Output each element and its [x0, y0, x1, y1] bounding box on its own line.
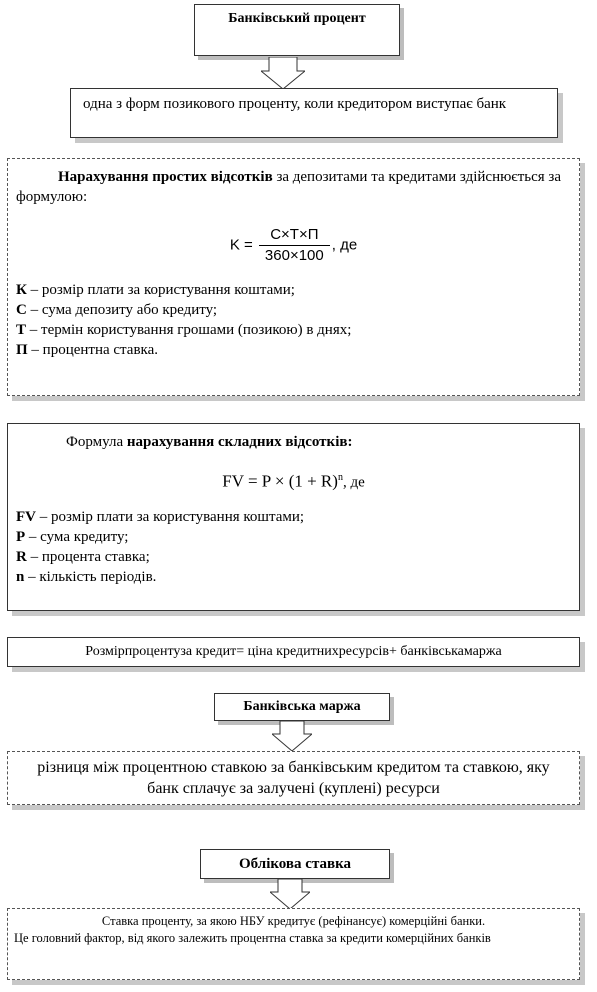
bank-margin-title: Банківська маржа — [214, 693, 390, 721]
simple-interest-legend — [16, 280, 571, 360]
formula-denominator: 360×100 — [264, 247, 324, 264]
compound-interest-formula: FV = $P \times (1 + R)^n$, де — [222, 471, 365, 491]
arrow-down-icon — [272, 721, 312, 751]
discount-rate-title: Облікова ставка — [200, 849, 390, 879]
legend-item: С – сума депозиту або кредиту; — [16, 302, 218, 318]
discount-rate-definition: Ставка проценту, за якою НБУ кредитує (рефінансує) комерційні банки. Це головний фактор, від якого залежить процентна ставка за кредити комерційних банків — [7, 908, 580, 980]
legend-item: n – кількість періодів. — [16, 568, 157, 585]
bank-margin-definition: різниця між процентною ставкою за банківським кредитом та ставкою, яку банк сплачує за залучені (куплені) ресурси — [7, 751, 580, 805]
legend-item: Т – термін користування грошами (позикою) в днях; — [16, 322, 352, 338]
legend-item: P – сума кредиту; — [16, 528, 129, 545]
bank-interest-title: Банківський процент — [194, 4, 400, 56]
loan-rate-formula: Розмірпроцентуза кредит= ціна кредитнихресурсів+ банківськамаржа — [7, 637, 580, 667]
simple-interest-panel — [7, 158, 580, 396]
compound-interest-legend — [16, 507, 571, 587]
arrow-down-icon — [270, 879, 310, 909]
legend-item: R – процента ставка; — [16, 548, 150, 565]
legend-item: FV – розмір плати за користування коштами; — [16, 508, 305, 525]
compound-interest-panel — [7, 423, 580, 611]
legend-item: П – процентна ставка. — [16, 342, 159, 358]
bank-interest-definition: одна з форм позикового проценту, коли кредитором виступає банк — [70, 88, 558, 138]
compound-interest-heading: Формула нарахування складних відсотків: — [66, 434, 353, 450]
legend-item: К – розмір плати за користування коштами; — [16, 282, 295, 298]
formula-numerator: C×T×П — [259, 225, 330, 246]
arrow-down-icon — [261, 57, 305, 89]
simple-interest-formula: K = $\frac{C\times T\times П}{360\times 100}$ , де — [229, 226, 358, 264]
simple-interest-heading: Нарахування простих відсотків за депозитами та кредитами здійснюється за формулою: — [16, 169, 562, 205]
